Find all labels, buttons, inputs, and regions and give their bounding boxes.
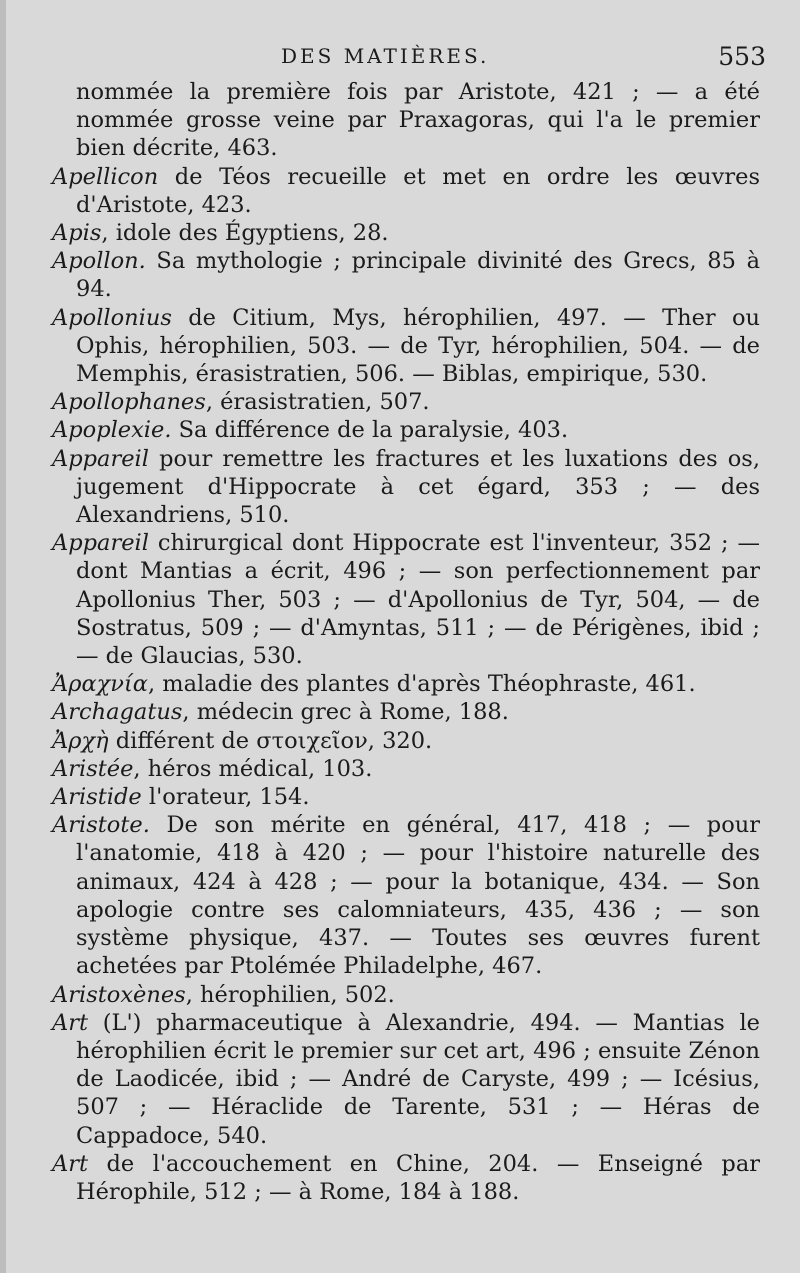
entry-text: chirurgical dont Hippocrate est l'inventeur, 352 ; — dont Mantias a écrit, 496 ; — son perfectionnement par Apollonius Ther, 503 ; — d'Apollonius de Tyr, 504, — de Sostratus, 509 ; — d'Amyntas, 511 ; — de Périgènes, ibid ; — de Glaucias, 530. xyxy=(76,530,760,670)
entry-text: de Citium, Mys, hérophilien, 497. — Ther ou Ophis, hérophilien, 503. — de Tyr, hérophilien, 504. — de Memphis, érasistratien, 506. — Biblas, empirique, 530. xyxy=(76,304,760,388)
index-entry xyxy=(52,698,760,726)
entry-term: Archagatus xyxy=(52,699,183,726)
entry-text: nommée la première fois par Aristote, 421 ; — a été nommée grosse veine par Praxagoras, qui l'a le premier bien décrite, 463. xyxy=(76,79,760,162)
index-entry xyxy=(52,981,760,1009)
index-entry xyxy=(52,388,760,416)
page-number: 553 xyxy=(718,42,766,71)
entry-text: de Téos recueille et met en ordre les œuvres d'Aristote, 423. xyxy=(76,163,760,218)
index-entry xyxy=(52,247,760,303)
entry-text: Sa différence de la paralysie, 403. xyxy=(171,417,569,444)
entry-term: Apoplexie. xyxy=(52,417,172,444)
entry-term: Appareil xyxy=(52,530,149,557)
index-entries xyxy=(52,78,760,1206)
entry-term: Aristoxènes xyxy=(52,981,186,1008)
entry-text: (L') pharmaceutique à Alexandrie, 494. — Mantias le hérophilien écrit le premier sur cet art, 496 ; ensuite Zénon de Laodicée, ibid ; — André de Caryste, 499 ; — Icésius, 507 ; — Héraclide de Tarente, 531 ; — Héras de Cappadoce, 540. xyxy=(76,1009,760,1149)
entry-term: Appareil xyxy=(52,445,149,472)
entry-text: pour remettre les fractures et les luxations des os, jugement d'Hippocrate à cet égard, 353 ; — des Alexandriens, 510. xyxy=(76,445,760,529)
entry-text: Sa mythologie ; principale divinité des Grecs, 85 à 94. xyxy=(76,248,760,303)
entry-text: l'orateur, 154. xyxy=(141,784,310,811)
index-entry xyxy=(52,416,760,444)
entry-text: , idole des Égyptiens, 28. xyxy=(101,220,389,247)
entry-text: De son mérite en général, 417, 418 ; — pour l'anatomie, 418 à 420 ; — pour l'histoire naturelle des animaux, 424 à 428 ; — pour la botanique, 434. — Son apologie contre ses calomniateurs, 435, 436 ; — son système physique, 437. — Toutes ses œuvres furent achetées par Ptolémée Philadelphe, 467. xyxy=(76,812,760,980)
entry-term: Art xyxy=(52,1009,89,1036)
entry-term: Apollophanes xyxy=(52,389,206,416)
index-entry xyxy=(52,78,760,163)
entry-term: Ἀρχὴ xyxy=(52,727,109,754)
index-entry xyxy=(52,219,760,247)
index-entry xyxy=(52,755,760,783)
entry-text: , maladie des plantes d'après Théophraste, 461. xyxy=(148,671,696,698)
entry-term: Aristée xyxy=(52,755,134,782)
entry-text: , érasistratien, 507. xyxy=(205,389,430,416)
index-entry xyxy=(52,670,760,698)
entry-text: de l'accouchement en Chine, 204. — Enseigné par Hérophile, 512 ; — à Rome, 184 à 188. xyxy=(76,1150,760,1205)
entry-term: Apollon. xyxy=(52,248,146,275)
entry-term: Apis xyxy=(52,220,102,247)
entry-text: , héros médical, 103. xyxy=(133,755,373,782)
index-entry xyxy=(52,1150,760,1206)
index-entry xyxy=(52,1009,760,1150)
entry-term: Apellicon xyxy=(52,163,159,190)
page-header xyxy=(6,40,800,80)
index-entry xyxy=(52,783,760,811)
index-entry xyxy=(52,727,760,755)
index-entry xyxy=(52,445,760,530)
entry-term: Ἀραχνία xyxy=(52,671,148,698)
entry-term: Aristote. xyxy=(52,812,150,839)
entry-term: Art xyxy=(52,1150,89,1177)
running-head: DES MATIÈRES. xyxy=(281,44,490,68)
entry-text: , médecin grec à Rome, 188. xyxy=(182,699,509,726)
entry-term: Apollonius xyxy=(52,304,172,331)
index-entry xyxy=(52,163,760,219)
index-entry xyxy=(52,811,760,980)
index-entry xyxy=(52,304,760,389)
entry-text: différent de στοιχεῖον, 320. xyxy=(108,727,433,754)
entry-term: Aristide xyxy=(52,784,142,811)
entry-text: , hérophilien, 502. xyxy=(185,981,395,1008)
index-entry xyxy=(52,529,760,670)
